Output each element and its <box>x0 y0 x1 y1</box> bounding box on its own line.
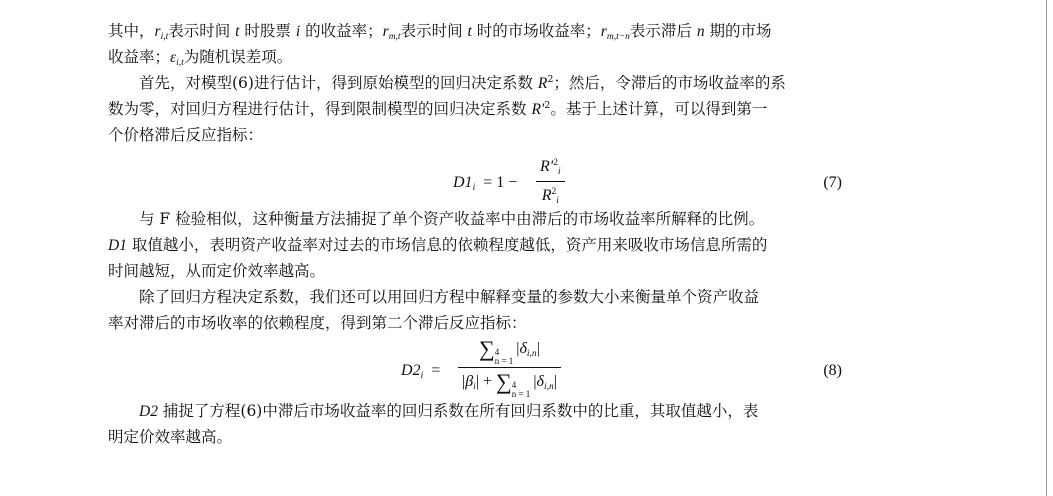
sub-it: i,t <box>160 32 169 42</box>
symbol-t: t <box>235 23 240 40</box>
text: 收益率； <box>108 48 171 66</box>
text: 时间越短，从而定价效率越高。 <box>108 262 326 280</box>
eq7-fraction-bar <box>536 181 565 182</box>
text: 首先，对模型(6)进行估计，得到原始模型的回归决定系数 <box>139 74 533 92</box>
sub-mtn: m,t−n <box>606 32 630 42</box>
body-text <box>108 18 910 450</box>
equation-7 <box>108 148 910 206</box>
text: 数为零，对回归方程进行估计，得到限制模型的回归决定系数 <box>108 100 527 118</box>
text: 的收益率； <box>305 22 383 40</box>
symbol-D1: D1 <box>108 237 127 254</box>
symbol-i: i <box>295 23 301 40</box>
page-edge-rule <box>1046 0 1047 496</box>
eq8-fraction <box>458 336 561 399</box>
eq7-denominator: $R^2_i$ <box>541 187 559 206</box>
text: 明定价效率越高。 <box>108 428 233 446</box>
para4-line2 <box>108 310 910 336</box>
eq8-fraction-bar <box>458 367 561 368</box>
text: 时的市场收益率； <box>476 22 601 40</box>
eq8-denominator: $|\beta_i|$ + ∑ 4 n = 1 $|\delta_{i,n}|$ <box>462 369 557 399</box>
eq7-number: (7) <box>823 174 842 191</box>
eq7-lhs: $D1_i = 1$ − <box>453 174 518 193</box>
symbol-t: t <box>467 23 472 40</box>
equation-8 <box>108 336 910 398</box>
text: 表示滞后 <box>629 22 692 40</box>
text: 率对滞后的市场收率的依赖程度，得到第二个滞后反应指标： <box>108 314 527 332</box>
para2-line1 <box>108 70 910 96</box>
symbol-D2: D2 <box>139 403 158 420</box>
eq8-numerator: ∑ 4 n = 1 $|\delta_{i,n}|$ <box>479 336 540 366</box>
sub-it: i,t <box>176 58 184 68</box>
para1-line2 <box>108 44 910 70</box>
para3-line2 <box>108 232 910 258</box>
eq8-number: (8) <box>823 362 842 379</box>
para4-line1 <box>108 284 910 310</box>
para3-line1 <box>108 206 910 232</box>
symbol-r: r <box>154 23 161 40</box>
symbol-R-prime: R′ <box>531 101 545 118</box>
para3-line3 <box>108 258 910 284</box>
para5-line2 <box>108 424 910 450</box>
text: 其中， <box>108 22 155 40</box>
text: 为随机误差项。 <box>183 48 293 66</box>
symbol-epsilon: ε <box>170 49 177 66</box>
eq7-numerator: $R'^2_i$ <box>540 158 561 177</box>
text: ；然后，令滞后的市场收益率的系 <box>553 74 786 92</box>
sub-mt: m,t <box>388 32 401 42</box>
para2-line2 <box>108 96 910 122</box>
symbol-r: r <box>382 23 389 40</box>
symbol-r: r <box>600 23 607 40</box>
para5-line1 <box>108 398 910 424</box>
text: 取值越小，表明资产收益率对过去的市场信息的依赖程度越低，资产用来吸收市场信息所需的 <box>131 236 768 254</box>
sup-2: 2 <box>547 74 554 85</box>
eq8-lhs: $D2_i$ = <box>401 362 441 381</box>
text: 捕捉了方程(6)中滞后市场收益率的回归系数在所有回归系数中的比重，其取值越小，表 <box>162 402 759 420</box>
symbol-n: n <box>696 23 705 40</box>
text: 与 F 检验相似，这种衡量方法捕捉了单个资产收益率中由滞后的市场收益率所解释的比例。 <box>139 210 765 228</box>
eq7-fraction <box>536 154 565 209</box>
text: 表示时间 <box>400 22 463 40</box>
text: 个价格滞后反应指标： <box>108 126 264 144</box>
text: 。基于上述计算，可以得到第一 <box>550 100 768 118</box>
text: 除了回归方程决定系数，我们还可以用回归方程中解释变量的参数大小来衡量单个资产收益 <box>139 288 760 306</box>
para2-line3 <box>108 122 910 148</box>
para1-line1 <box>108 18 910 44</box>
text: 期的市场 <box>709 22 772 40</box>
sup-2: 2 <box>544 100 551 111</box>
text: 时股票 <box>244 22 291 40</box>
text: 表示时间 <box>168 22 231 40</box>
symbol-R: R <box>537 75 548 92</box>
